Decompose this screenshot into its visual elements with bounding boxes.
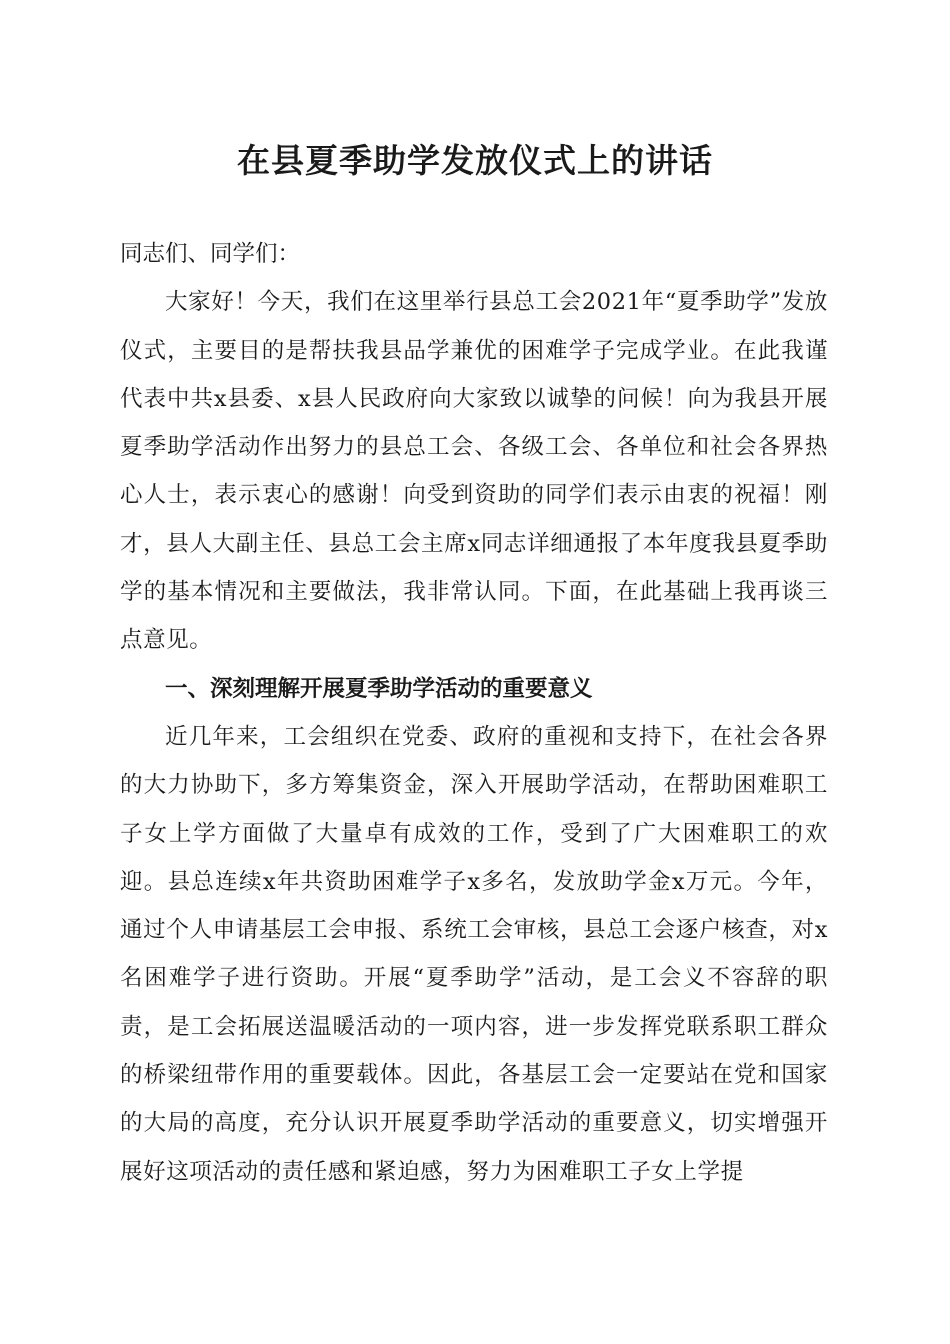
salutation: 同志们、同学们： [120,241,301,267]
document-title: 在县夏季助学发放仪式上的讲话 [237,141,713,180]
paragraph-section-1: 近几年来，工会组织在党委、政府的重视和支持下，在社会各界的大力协助下，多方筹集资金，深入开展助学活动，在帮助困难职工子女上学方面做了大量卓有成效的工作，受到了广大困难职工的欢迎。县总连续x年共资助困难学子x多名，发放助学金x万元。今年，通过个人申请基层工会申报、系统工会审核，县总工会逐户核查，对x名困难学子进行资助。开展“夏季助学”活动，是工会义不容辞的职责，是工会拓展送温暖活动的一项内容，进一步发挥党联系职工群众的桥梁纽带作用的重要载体。因此，各基层工会一定要站在党和国家的大局的高度，充分认识开展夏季助学活动的重要意义，切实增强开展好这项活动的责任感和紧迫感，努力为困难职工子女上学提 [120,723,828,1185]
document-body [120,230,828,1196]
paragraph-opening: 大家好！今天，我们在这里举行县总工会2021年“夏季助学”发放仪式，主要目的是帮扶我县品学兼优的困难学子完成学业。在此我谨代表中共x县委、x县人民政府向大家致以诚挚的问候！向为我县开展夏季助学活动作出努力的县总工会、各级工会、各单位和社会各界热心人士，表示衷心的感谢！向受到资助的同学们表示由衷的祝福！刚才，县人大副主任、县总工会主席x同志详细通报了本年度我县夏季助学的基本情况和主要做法，我非常认同。下面，在此基础上我再谈三点意见。 [120,289,828,654]
section-heading-1: 一、深刻理解开展夏季助学活动的重要意义 [165,675,593,702]
